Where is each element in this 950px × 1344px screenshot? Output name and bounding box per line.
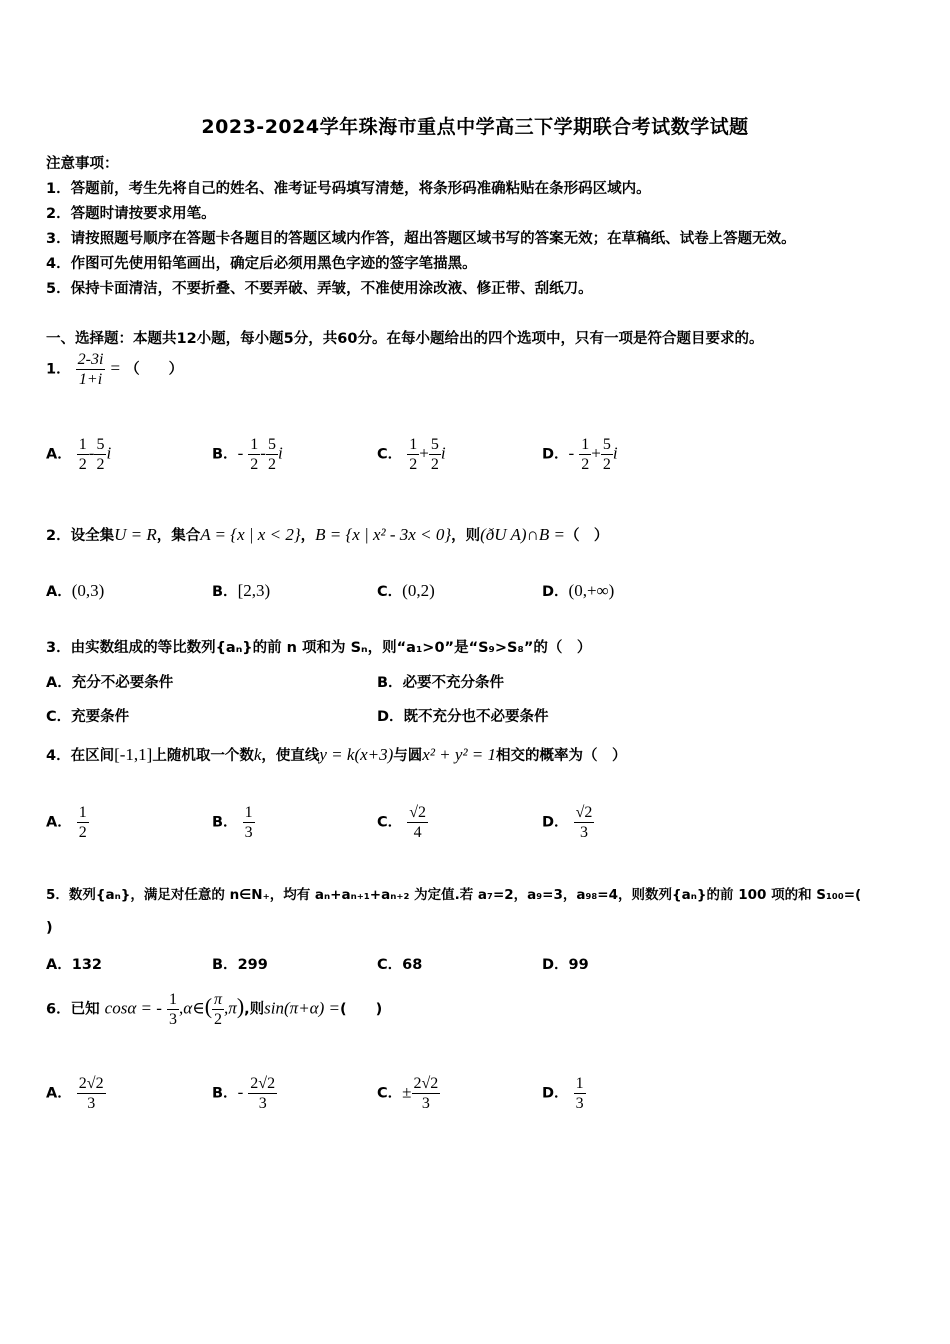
question-5-cont: ) [46,920,53,936]
page-title: 2023-2024学年珠海市重点中学高三下学期联合考试数学试题 [201,116,749,138]
q6-option-a[interactable]: A． $\frac{2√2}{3}$ [46,1075,104,1113]
section-heading: 一、选择题：本题共12小题，每小题5分，共60分。在每小题给出的四个选项中，只有一项是符合题目要求的。 [46,331,764,347]
q6-option-b[interactable]: B．- $\frac{2√2}{3}$ [212,1075,276,1113]
q6-option-c[interactable]: C．± $\frac{2√2}{3}$ [377,1075,439,1113]
q5-option-a[interactable]: A．132 [46,957,103,973]
note-item: 4．作图可先使用铅笔画出，确定后必须用黑色字迹的签字笔描黑。 [46,256,477,272]
notes-header: 注意事项： [46,156,119,172]
note-item: 2．答题时请按要求用笔。 [46,206,216,222]
q5-option-d[interactable]: D．99 [542,957,589,973]
note-item: 5．保持卡面清洁，不要折叠、不要弄破、弄皱，不准使用涂改液、修正带、刮纸刀。 [46,281,593,297]
q6-option-d[interactable]: D． $\frac{1}{3}$ [542,1075,584,1113]
question-1: 1． $\frac{2-3i}{1+i}$ = （ ） [46,351,184,389]
q3-option-b[interactable]: B．必要不充分条件 [377,675,505,691]
q4-option-b[interactable]: B． $\frac{1}{3}$ [212,804,253,842]
q1-option-d[interactable]: D．- $\frac{1}{2}$ + $\frac{5}{2}$ i [542,436,618,474]
q2-option-a[interactable]: A．(0,3) [46,581,105,600]
q2-option-d[interactable]: D．(0,+∞) [542,581,615,600]
q3-option-a[interactable]: A．充分不必要条件 [46,675,174,691]
note-item: 3．请按照题号顺序在答题卡各题目的答题区域内作答，超出答题区域书写的答案无效；在草稿纸、试卷上答题无效。 [46,231,796,247]
question-2: 2．设全集U = R，集合A = {x | x < 2}，B = {x | x² - 3x < 0}，则(ðU A)∩B =（ ） [46,525,609,544]
q5-option-c[interactable]: C．68 [377,957,423,973]
question-5: 5．数列{aₙ}，满足对任意的 n∈N₊，均有 aₙ+aₙ₊₁+aₙ₊₂ 为定值.若 a₇=2，a₉=3，a₉₈=4，则数列{aₙ}的前 100 项的和 S₁₀₀=( [46,887,862,903]
q4-option-d[interactable]: D． $\frac{√2}{3}$ [542,804,593,842]
q5-option-b[interactable]: B．299 [212,957,268,973]
q2-option-c[interactable]: C．(0,2) [377,581,435,600]
q4-option-c[interactable]: C． $\frac{√2}{4}$ [377,804,426,842]
question-3: 3．由实数组成的等比数列{aₙ}的前 n 项和为 Sₙ，则“a₁>0”是“S₉>S₈”的（ ） [46,640,592,656]
question-6: 6．已知 cosα = - $\frac{1}{3}$ ,α∈( $\frac{\pi}{2}$ ,π),则sin(π+α) =( ) [46,991,383,1029]
q1-option-b[interactable]: B．- $\frac{1}{2}$ - $\frac{5}{2}$ i [212,436,283,474]
q1-option-c[interactable]: C． $\frac{1}{2}$ + $\frac{5}{2}$ i [377,436,446,474]
q2-option-b[interactable]: B．[2,3) [212,581,271,600]
q1-option-a[interactable]: A． $\frac{1}{2}$ - $\frac{5}{2}$ i [46,436,112,474]
q3-option-d[interactable]: D．既不充分也不必要条件 [377,709,549,725]
q3-option-c[interactable]: C．充要条件 [46,709,130,725]
note-item: 1．答题前，考生先将自己的姓名、准考证号码填写清楚，将条形码准确粘贴在条形码区域内。 [46,181,651,197]
question-4: 4．在区间[-1,1]上随机取一个数k，使直线y = k(x+3)与圆x² + y² = 1相交的概率为（ ） [46,745,627,764]
q4-option-a[interactable]: A． $\frac{1}{2}$ [46,804,87,842]
fraction: $\frac{2-3i}{1+i}$ [77,351,104,389]
